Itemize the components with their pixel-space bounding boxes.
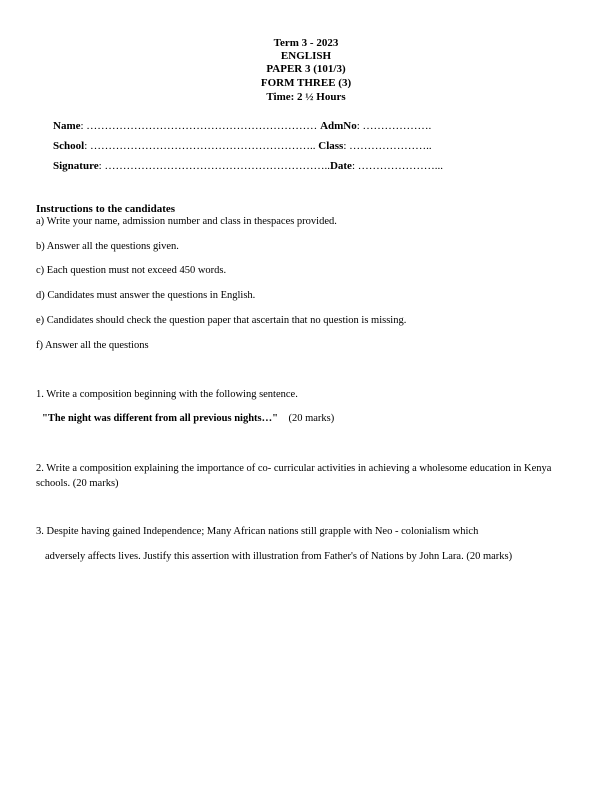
name-row [53,120,431,132]
question-1: 1. Write a composition beginning with the following sentence. [36,389,298,400]
signature-row [53,160,443,172]
exam-term: Term 3 - 2023 [273,37,339,49]
exam-time: Time: 2 ½ Hours [266,91,346,103]
question-3-line-1: 3. Despite having gained Independence; Many African nations still grapple with Neo - colonialism which [36,526,479,537]
class-field[interactable]: : ………………….. [343,140,432,152]
question-2: 2. Write a composition explaining the importance of co- curricular activities in achieving a wholesome education in Kenya schools. (20 marks) [36,463,552,489]
instructions-title: Instructions to the candidates [36,203,176,215]
school-label: School [53,140,85,152]
instruction-b: b) Answer all the questions given. [36,241,179,252]
name-field[interactable]: : ……………………………………………………… [80,120,321,132]
signature-field[interactable]: : …………………………………………………….. [98,160,330,172]
admno-label: AdmNo [320,120,357,132]
instruction-a: a) Write your name, admission number and class in thespaces provided. [36,216,337,227]
question-1-prompt [42,413,334,424]
exam-subject: ENGLISH [280,50,332,62]
signature-label: Signature [53,160,99,172]
instruction-e: e) Candidates should check the question paper that ascertain that no question is missing. [36,315,407,326]
admno-field[interactable]: : ………………. [356,120,432,132]
exam-paper: PAPER 3 (101/3) [266,63,346,75]
date-field[interactable]: : …………………... [351,160,444,172]
date-label: Date [329,160,352,172]
class-label: Class [318,140,344,152]
question-3-line-2: adversely affects lives. Justify this assertion with illustration from Father's of Nations by John Lara. (20 marks) [45,551,513,562]
instruction-d: d) Candidates must answer the questions in English. [36,290,256,301]
instruction-c: c) Each question must not exceed 450 words. [36,265,227,276]
question-1-marks: (20 marks) [288,413,335,424]
exam-form: FORM THREE (3) [260,77,352,89]
instruction-f: f) Answer all the questions [36,340,149,351]
name-label: Name [53,120,81,132]
school-row [53,140,432,152]
school-field[interactable]: : …………………………………………………….. [84,140,319,152]
question-1-quote: "The night was different from all previous nights…" [42,413,278,424]
